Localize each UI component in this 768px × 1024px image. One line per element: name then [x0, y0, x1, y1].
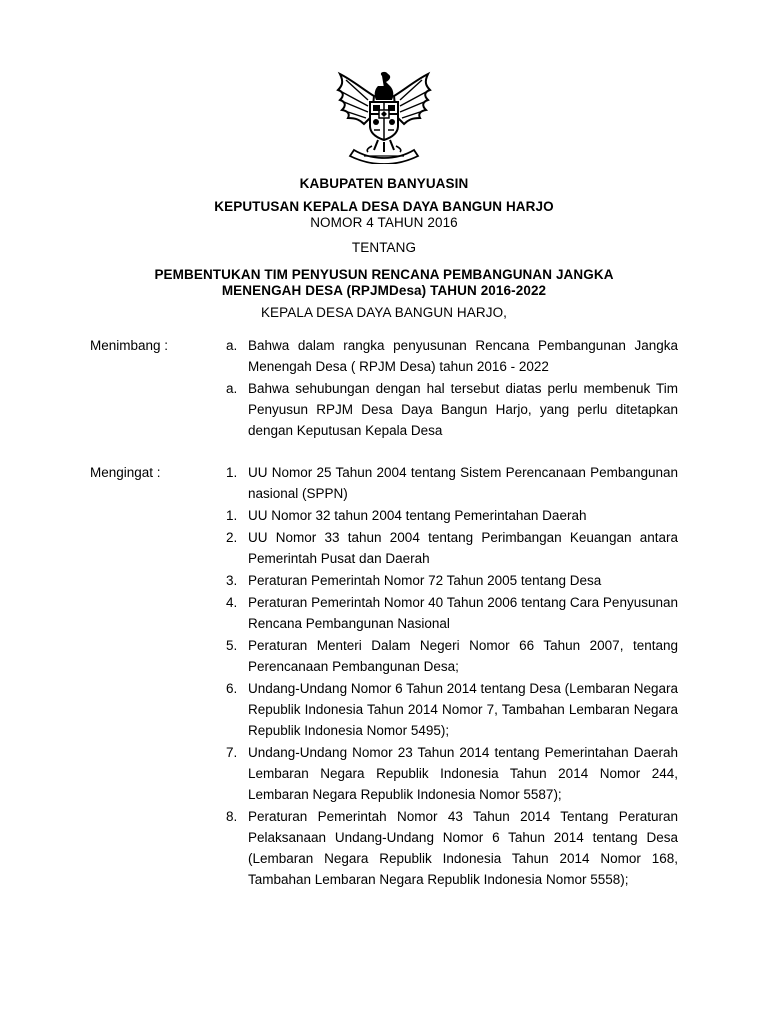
- recalling-item: [220, 806, 678, 890]
- recalling-item: [220, 742, 678, 805]
- item-marker: 7.: [226, 745, 238, 760]
- recalling-item: [220, 635, 678, 677]
- item-text: Undang-Undang Nomor 23 Tahun 2014 tentang Pemerintahan Daerah Lembaran Negara Republik Indonesia Tahun 2014 Nomor 244, Lembaran Negara Republik Indonesia Nomor 5587);: [248, 745, 678, 802]
- item-marker: a.: [226, 381, 238, 396]
- recalling-item: [220, 505, 678, 526]
- decree-subject: [0, 267, 768, 299]
- item-marker: 3.: [226, 573, 238, 588]
- recalling-item: [220, 678, 678, 741]
- item-marker: 5.: [226, 638, 238, 653]
- considering-item: [220, 378, 678, 441]
- item-text: Peraturan Pemerintah Nomor 40 Tahun 2006 tentang Cara Penyusunan Rencana Pembangunan Nasional: [248, 595, 678, 631]
- item-text: Peraturan Pemerintah Nomor 43 Tahun 2014 Tentang Peraturan Pelaksanaan Undang-Undang Nomor 6 Tahun 2014 tentang Desa (Lembaran Negara Republik Indonesia Tahun 2014 Nomor 168, Tambahan Lembaran Negara Republik Indonesia Nomor 5558);: [248, 809, 678, 887]
- recalling-item: [220, 462, 678, 504]
- item-marker: 1.: [226, 508, 238, 523]
- about-label: TENTANG: [351, 240, 417, 255]
- garuda-emblem-icon: [334, 70, 434, 164]
- recalling-label: Mengingat :: [90, 465, 161, 480]
- recalling-list: [220, 462, 678, 891]
- item-marker: 1.: [226, 465, 238, 480]
- regency-heading: KABUPATEN BANYUASIN: [299, 176, 469, 191]
- item-marker: 6.: [226, 681, 238, 696]
- item-text: Peraturan Menteri Dalam Negeri Nomor 66 Tahun 2007, tentang Perencanaan Pembangunan Desa;: [248, 638, 678, 674]
- issuer-line: KEPALA DESA DAYA BANGUN HARJO,: [260, 305, 508, 320]
- decree-number: NOMOR 4 TAHUN 2016: [310, 215, 458, 230]
- item-marker: a.: [226, 338, 238, 353]
- item-text: Peraturan Pemerintah Nomor 72 Tahun 2005 tentang Desa: [248, 573, 602, 588]
- item-text: UU Nomor 25 Tahun 2004 tentang Sistem Perencanaan Pembangunan nasional (SPPN): [248, 465, 678, 501]
- considering-label: Menimbang :: [90, 338, 169, 353]
- item-marker: 4.: [226, 595, 238, 610]
- recalling-item: [220, 592, 678, 634]
- item-marker: 2.: [226, 530, 238, 545]
- decree-subject-line-2: MENENGAH DESA (RPJMDesa) TAHUN 2016-2022: [221, 283, 547, 298]
- decree-title: KEPUTUSAN KEPALA DESA DAYA BANGUN HARJO: [214, 199, 554, 214]
- item-text: Bahwa sehubungan dengan hal tersebut diatas perlu membenuk Tim Penyusun RPJM Desa Daya Bangun Harjo, yang perlu ditetapkan dengan Keputusan Kepala Desa: [248, 381, 678, 438]
- item-text: Bahwa dalam rangka penyusunan Rencana Pembangunan Jangka Menengah Desa ( RPJM Desa) tahun 2016 - 2022: [248, 338, 678, 374]
- item-text: UU Nomor 32 tahun 2004 tentang Pemerintahan Daerah: [248, 508, 587, 523]
- item-marker: 8.: [226, 809, 238, 824]
- recalling-item: [220, 527, 678, 569]
- considering-list: [220, 335, 678, 442]
- item-text: UU Nomor 33 tahun 2004 tentang Perimbangan Keuangan antara Pemerintah Pusat dan Daerah: [248, 530, 678, 566]
- item-text: Undang-Undang Nomor 6 Tahun 2014 tentang Desa (Lembaran Negara Republik Indonesia Tahun 2014 Nomor 7, Tambahan Lembaran Negara Republik Indonesia Nomor 5495);: [248, 681, 678, 738]
- recalling-item: [220, 570, 678, 591]
- decree-subject-line-1: PEMBENTUKAN TIM PENYUSUN RENCANA PEMBANGUNAN JANGKA: [154, 267, 614, 282]
- considering-item: [220, 335, 678, 377]
